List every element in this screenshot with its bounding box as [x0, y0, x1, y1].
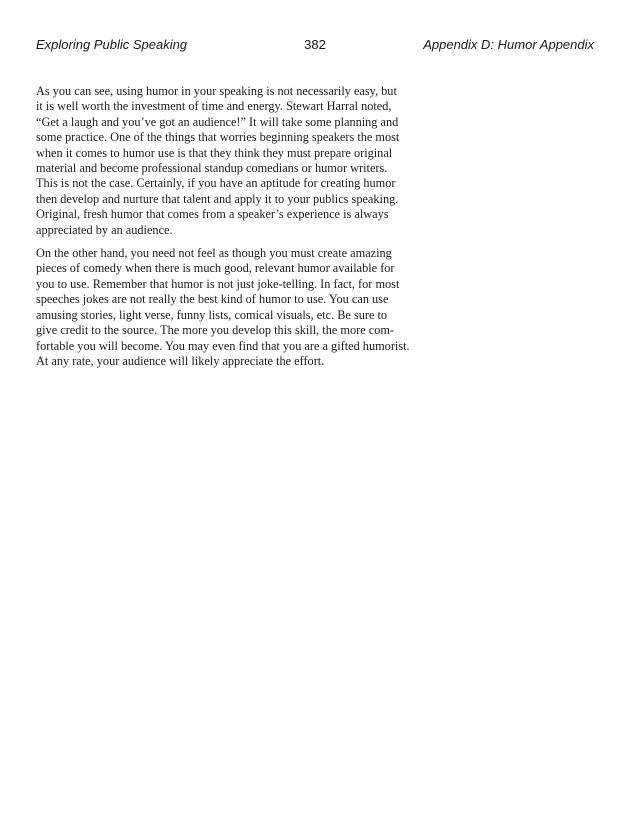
page-number: 382	[304, 37, 326, 52]
paragraph-2	[36, 246, 448, 369]
text-line: appreciated by an audience.	[36, 222, 173, 237]
text-line: Original, fresh humor that comes from a speaker’s experience is always	[36, 207, 389, 222]
paragraph-1	[36, 84, 448, 238]
text-line: when it comes to humor use is that they think they must prepare original	[36, 145, 393, 160]
text-line: speeches jokes are not really the best kind of humor to use. You can use	[36, 292, 389, 307]
text-line: then develop and nurture that talent and apply it to your publics speaking.	[36, 191, 399, 206]
text-line: pieces of comedy when there is much good, relevant humor available for	[36, 261, 395, 276]
text-line: fortable you will become. You may even find that you are a gifted humorist.	[36, 338, 410, 353]
text-line: “Get a laugh and you’ve got an audience!” It will take some planning and	[36, 114, 399, 129]
body-text	[36, 84, 448, 377]
text-line: amusing stories, light verse, funny lists, comical visuals, etc. Be sure to	[36, 307, 388, 322]
chapter-title: Appendix D: Humor Appendix	[423, 37, 594, 52]
text-line: This is not the case. Certainly, if you have an aptitude for creating humor	[36, 176, 396, 191]
book-title: Exploring Public Speaking	[36, 37, 188, 52]
text-line: you to use. Remember that humor is not just joke-telling. In fact, for most	[36, 276, 400, 291]
text-line: give credit to the source. The more you develop this skill, the more com-	[36, 323, 394, 338]
text-line: some practice. One of the things that worries beginning speakers the most	[36, 130, 400, 145]
text-line: material and become professional standup comedians or humor writers.	[36, 161, 388, 176]
text-line: As you can see, using humor in your speaking is not necessarily easy, but	[36, 84, 397, 98]
running-header	[36, 36, 594, 54]
text-line: At any rate, your audience will likely appreciate the effort.	[36, 353, 325, 368]
text-line: it is well worth the investment of time and energy. Stewart Harral noted,	[36, 99, 392, 114]
text-line: On the other hand, you need not feel as though you must create amazing	[36, 246, 392, 261]
